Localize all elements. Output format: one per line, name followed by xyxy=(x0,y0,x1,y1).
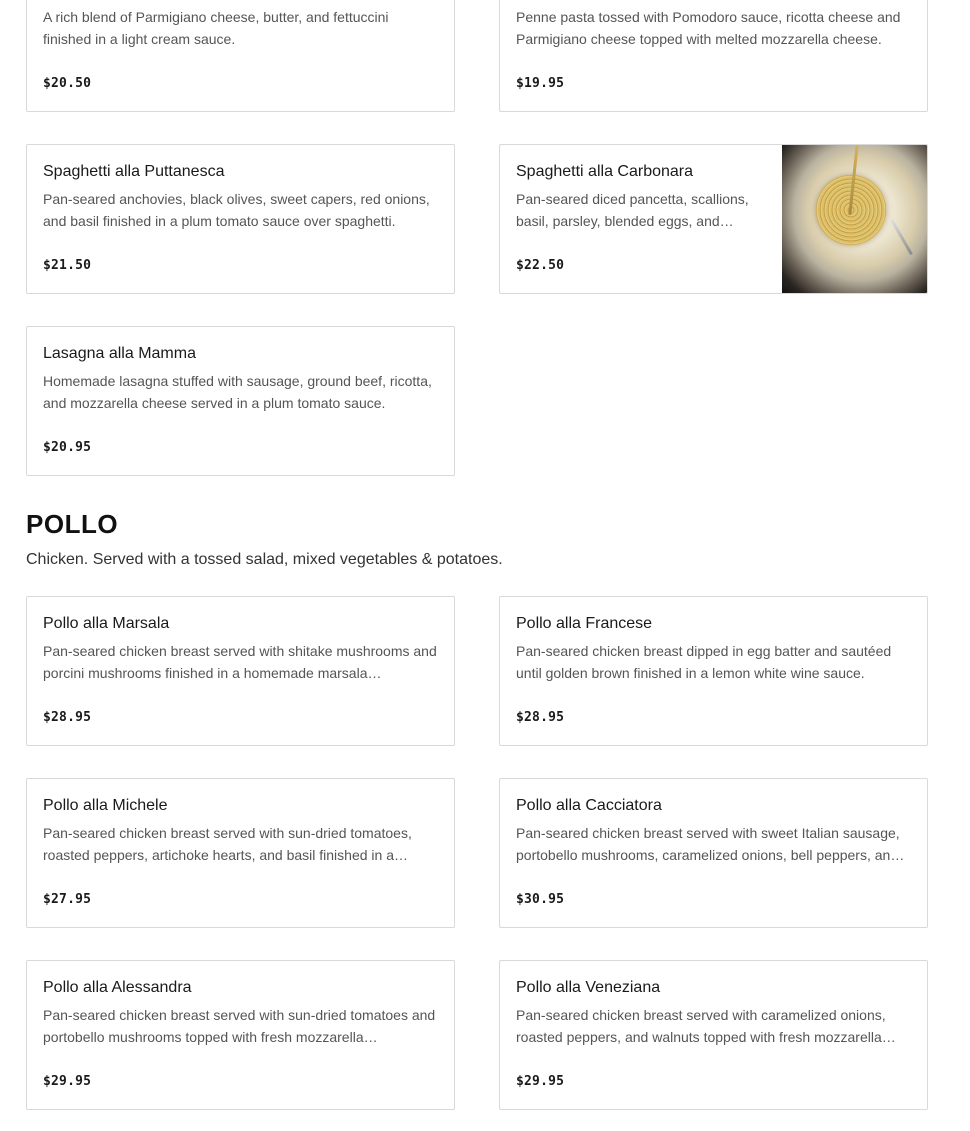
menu-item-name: Spaghetti alla Carbonara xyxy=(516,163,694,180)
menu-item-price: $30.95 xyxy=(516,892,565,907)
menu-item-description: Pan-seared chicken breast served with sun-dried tomatoes, roasted peppers, artichoke hearts, and basil finished in a… xyxy=(43,825,412,863)
menu-item-card[interactable] xyxy=(26,144,455,294)
menu-item-name: Pollo alla Michele xyxy=(43,797,168,814)
menu-item-price: $28.95 xyxy=(43,710,92,725)
menu-item-price: $20.50 xyxy=(43,76,92,91)
menu-item-price: $19.95 xyxy=(516,76,565,91)
menu-item-card[interactable] xyxy=(26,326,455,476)
menu-item-text xyxy=(516,977,911,1048)
menu-item-card[interactable] xyxy=(499,960,928,1110)
menu-item-description: Homemade lasagna stuffed with sausage, ground beef, ricotta, and mozzarella cheese served in a plum tomato sauce. xyxy=(43,373,432,411)
menu-item-price: $20.95 xyxy=(43,440,92,455)
menu-item-price: $21.50 xyxy=(43,258,92,273)
spaghetti-plate-photo xyxy=(782,145,927,293)
menu-item-price: $28.95 xyxy=(516,710,565,725)
menu-item-name: Pollo alla Alessandra xyxy=(43,979,192,996)
menu-item-card[interactable] xyxy=(499,144,928,294)
menu-item-description: Pan-seared chicken breast served with sweet Italian sausage, portobello mushrooms, caramelized onions, bell peppers, an… xyxy=(516,825,905,863)
menu-item-text xyxy=(43,613,438,684)
menu-item-name: Spaghetti alla Puttanesca xyxy=(43,163,225,180)
menu-item-price: $29.95 xyxy=(516,1074,565,1089)
menu-item-price: $27.95 xyxy=(43,892,92,907)
menu-item-price: $22.50 xyxy=(516,258,565,273)
menu-item-name xyxy=(516,0,911,1)
menu-item-card[interactable] xyxy=(26,596,455,746)
menu-item-text xyxy=(516,161,767,232)
menu-item-card[interactable] xyxy=(26,960,455,1110)
menu-item-name: Lasagna alla Mamma xyxy=(43,345,196,362)
menu-item-price: $29.95 xyxy=(43,1074,92,1089)
menu-item-name: Pollo alla Francese xyxy=(516,615,653,632)
menu-item-description: Pan-seared chicken breast served with caramelized onions, roasted peppers, and walnuts topped with fresh mozzarella… xyxy=(516,1007,896,1045)
menu-item-description: Pan-seared chicken breast served with sun-dried tomatoes and portobello mushrooms topped with fresh mozzarella… xyxy=(43,1007,436,1045)
menu-item-card[interactable] xyxy=(499,596,928,746)
section-subtitle: Chicken. Served with a tossed salad, mixed vegetables & potatoes. xyxy=(26,551,503,568)
menu-item-text xyxy=(516,795,911,866)
menu-item-card[interactable] xyxy=(499,0,928,112)
menu-item-text xyxy=(43,795,438,866)
menu-item-text xyxy=(43,977,438,1048)
menu-item-name xyxy=(43,0,438,1)
menu-item-description: Pan-seared diced pancetta, scallions, basil, parsley, blended eggs, and… xyxy=(516,191,749,229)
menu-item-description: Penne pasta tossed with Pomodoro sauce, ricotta cheese and Parmigiano cheese topped with melted mozzarella cheese. xyxy=(516,9,901,47)
menu-item-description: Pan-seared chicken breast dipped in egg batter and sautéed until golden brown finished in a lemon white wine sauce. xyxy=(516,643,892,681)
menu-item-name: Pollo alla Marsala xyxy=(43,615,170,632)
menu-item-name: Pollo alla Cacciatora xyxy=(516,797,662,814)
menu-item-text xyxy=(43,0,438,50)
menu-item-description: Pan-seared anchovies, black olives, sweet capers, red onions, and basil finished in a plum tomato sauce over spaghetti. xyxy=(43,191,430,229)
menu-item-card[interactable] xyxy=(499,778,928,928)
menu-item-text xyxy=(43,343,438,414)
menu-item-text xyxy=(43,161,438,232)
section-title: POLLO xyxy=(26,509,119,539)
menu-item-text xyxy=(516,0,911,50)
menu-item-description: A rich blend of Parmigiano cheese, butter, and fettuccini finished in a light cream sauce. xyxy=(43,9,389,47)
menu-item-text xyxy=(516,613,911,684)
menu-item-name: Pollo alla Veneziana xyxy=(516,979,661,996)
menu-item-card[interactable] xyxy=(26,0,455,112)
fork-handle xyxy=(890,219,913,255)
menu-item-card[interactable] xyxy=(26,778,455,928)
menu-item-description: Pan-seared chicken breast served with shitake mushrooms and porcini mushrooms finished in a homemade marsala… xyxy=(43,643,437,681)
